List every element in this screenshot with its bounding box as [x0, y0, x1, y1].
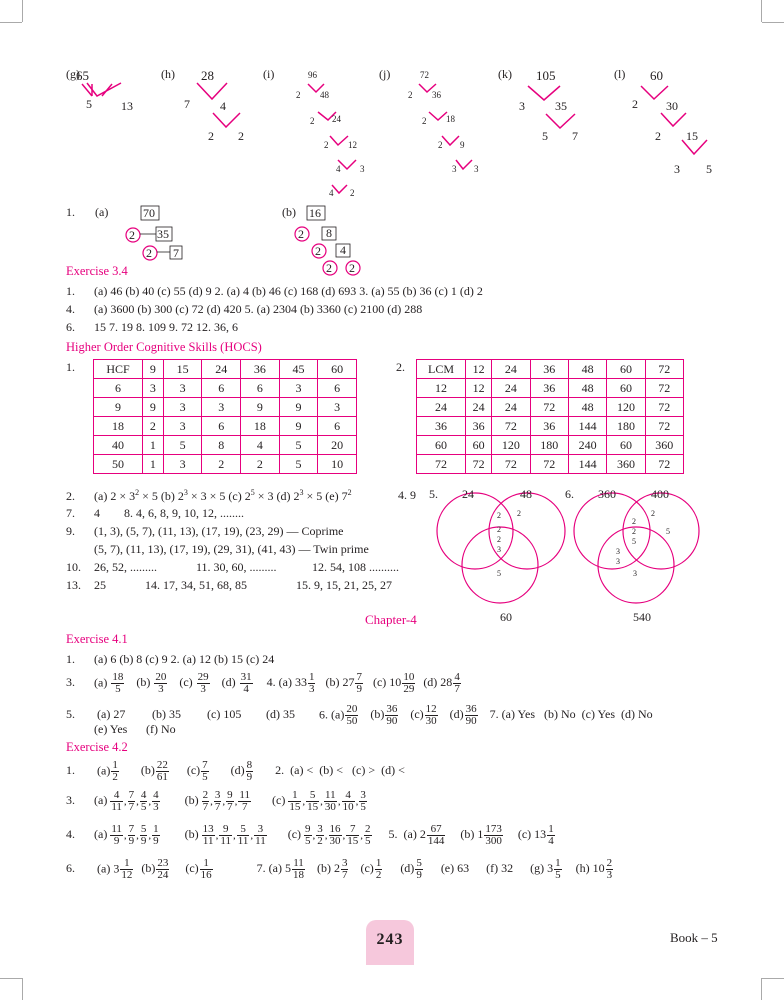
tree-i-b: 48	[320, 90, 329, 100]
tree-h-root: 28	[201, 68, 214, 83]
hcf-cell: 36	[241, 360, 280, 379]
tree-j-b: 36	[432, 90, 441, 100]
tree-l-root: 60	[650, 68, 663, 83]
hocs-q2-num: 2.	[396, 360, 405, 374]
venn6-label: 6.	[565, 487, 574, 501]
tree-k-r1: 35	[555, 99, 567, 113]
q1-b-root: 16	[309, 206, 321, 220]
crop-mark	[22, 978, 23, 1000]
tree-label-h: (h)	[161, 67, 175, 81]
hocs-line-10: 10. 26, 52, .........	[66, 560, 157, 574]
hocs-line-9: 9. (1, 3), (5, 7), (11, 13), (17, 19), (23, 29) — Coprime	[66, 524, 344, 538]
hcf-header-row	[94, 360, 357, 379]
venn6-right: 400	[651, 487, 669, 501]
venn5-in-0: 2	[497, 525, 501, 534]
lcm-cell: 48	[568, 398, 606, 417]
venn6-bottom: 540	[633, 610, 651, 624]
tree-k-l2: 5	[542, 129, 548, 143]
lcm-cell: 72	[492, 455, 530, 474]
lcm-row	[417, 455, 684, 474]
hcf-cell: 3	[202, 398, 241, 417]
tree-j-g: 3	[452, 164, 457, 174]
venn5-in-2: 3	[497, 545, 501, 554]
hcf-cell: 6	[318, 379, 357, 398]
q1-b-label: (b)	[282, 205, 296, 219]
hcf-row	[94, 379, 357, 398]
hcf-cell: 4	[241, 436, 280, 455]
hcf-row	[94, 398, 357, 417]
lcm-cell: 24	[492, 379, 530, 398]
tree-j-c: 2	[422, 116, 427, 126]
hcf-cell: 1	[143, 436, 164, 455]
venn5-top: 2	[497, 511, 501, 520]
lcm-cell: 72	[466, 455, 492, 474]
hcf-cell: 6	[94, 379, 143, 398]
ex42-line-1: 1. (a) $\frac{1}{2}$ (b) $\frac{22}{61}$ (c) $\frac{7}{5}$ (d) $\frac{8}{9}$ 2. (a) < (b) < (c) > (d) <	[66, 759, 405, 783]
lcm-cell: 36	[530, 360, 568, 379]
q1-a-label: (a)	[95, 205, 109, 219]
lcm-cell: 12	[466, 379, 492, 398]
tree-label-k: (k)	[498, 67, 512, 81]
lcm-cell: 24	[417, 398, 466, 417]
tree-h-l2: 2	[208, 129, 214, 143]
hcf-cell: 60	[318, 360, 357, 379]
hcf-cell: 5	[279, 436, 318, 455]
lcm-row	[417, 417, 684, 436]
hcf-cell: 15	[163, 360, 202, 379]
venn6-left: 360	[598, 487, 616, 501]
book-label: Book – 5	[670, 930, 718, 945]
hcf-cell: 8	[202, 436, 241, 455]
ex41-line-5b: (e) Yes (f) No	[94, 722, 176, 736]
exercise-4-2-title: Exercise 4.2	[66, 740, 128, 754]
tree-i-d: 24	[332, 114, 341, 124]
lcm-cell: 72	[530, 455, 568, 474]
hocs-title: Higher Order Cognitive Skills (HOCS)	[66, 340, 262, 354]
hcf-cell: 1	[143, 455, 164, 474]
venn5-in-1: 2	[497, 535, 501, 544]
tree-j-a: 2	[408, 90, 413, 100]
venn6-in-2: 5	[632, 537, 636, 546]
hocs-line-2: 2. (a) $2 \times 3^2 \times 5$ (b) $2^3 \times 3 \times 5$ (c) $2^5 \times 3$ (d) $2^3 \times 5$ (e) $7^2$	[66, 488, 352, 503]
hcf-cell: 6	[318, 417, 357, 436]
tree-label-i: (i)	[263, 67, 275, 81]
hcf-cell: 9	[279, 417, 318, 436]
lcm-cell: 24	[466, 398, 492, 417]
hcf-cell: 9	[94, 398, 143, 417]
lcm-cell: 180	[607, 417, 645, 436]
ex34-line-1: 1. (a) 46 (b) 40 (c) 55 (d) 9 2. (a) 4 (b) 46 (c) 168 (d) 693 3. (a) 55 (b) 36 (c) 1 (d) 2	[66, 284, 483, 298]
hcf-cell: 2	[143, 417, 164, 436]
hcf-cell: 6	[241, 379, 280, 398]
lcm-cell: 36	[466, 417, 492, 436]
q1-a-c1: 2	[129, 228, 135, 242]
tree-k-r2: 7	[572, 129, 578, 143]
tree-k-root: 105	[536, 68, 556, 83]
lcm-cell: 60	[417, 436, 466, 455]
ex41-line-5: 5. (a) 27 (b) 35 (c) 105 (d) 35 6. (a) $\frac{20}{50}$ (b) $\frac{36}{90}$ (c) $\frac{12}{30}$ (d) $\frac{36}{90}$ 7. (a) Yes (b) No (c) Yes (d) No	[66, 703, 653, 727]
ex34-line-2: 4. (a) 3600 (b) 300 (c) 72 (d) 420 5. (a) 2304 (b) 3360 (c) 2100 (d) 288	[66, 302, 423, 316]
lcm-cell: LCM	[417, 360, 466, 379]
q1-b-c3: 2	[326, 261, 332, 275]
hcf-cell: 6	[202, 417, 241, 436]
hcf-cell: 45	[279, 360, 318, 379]
lcm-cell: 72	[417, 455, 466, 474]
q1-b-c2: 2	[315, 244, 321, 258]
tree-l-r3: 5	[706, 162, 712, 176]
hcf-row	[94, 417, 357, 436]
lcm-row	[417, 379, 684, 398]
lcm-cell: 72	[645, 455, 683, 474]
tree-l-r2: 15	[686, 129, 698, 143]
tree-i-e: 2	[324, 140, 329, 150]
hcf-row	[94, 436, 357, 455]
hcf-cell: 3	[163, 417, 202, 436]
hcf-cell: 50	[94, 455, 143, 474]
tree-label-l: (l)	[614, 67, 626, 81]
hcf-row	[94, 455, 357, 474]
tree-j-root: 72	[420, 70, 429, 80]
venn6-bot: 3	[633, 569, 637, 578]
venn6-in-1: 2	[632, 527, 636, 536]
q1-num: 1.	[66, 205, 75, 219]
hcf-cell: 2	[241, 455, 280, 474]
tree-h-l1: 7	[184, 97, 190, 111]
tree-h-r2: 2	[238, 129, 244, 143]
hcf-cell: 18	[94, 417, 143, 436]
lcm-cell: 72	[492, 417, 530, 436]
chapter-title: Chapter-4	[365, 612, 417, 627]
venn6-lr: 2	[651, 509, 655, 518]
hcf-table	[93, 359, 357, 474]
tree-i-i: 4	[329, 188, 334, 198]
tree-l-l2: 2	[655, 129, 661, 143]
crop-mark	[761, 978, 762, 1000]
tree-i-h: 3	[360, 164, 365, 174]
lcm-cell: 60	[607, 360, 645, 379]
lcm-cell: 72	[645, 398, 683, 417]
lcm-header-row	[417, 360, 684, 379]
lcm-cell: 240	[568, 436, 606, 455]
lcm-cell: 36	[530, 379, 568, 398]
tree-l-r1: 30	[666, 99, 678, 113]
hocs-q4: 4. 9	[398, 488, 416, 502]
tree-g-l1: 5	[86, 97, 92, 111]
lcm-cell: 120	[607, 398, 645, 417]
q1-a-b1: 35	[157, 227, 169, 241]
exercise-4-1-title: Exercise 4.1	[66, 632, 128, 646]
tree-i-a: 2	[296, 90, 301, 100]
lcm-cell: 60	[607, 436, 645, 455]
hcf-cell: 9	[241, 398, 280, 417]
ex42-line-3: 3. (a) $\frac{4}{11}$ , $\frac{7}{7}$ , $\frac{4}{5}$ , $\frac{4}{3}$ (b) $\frac{2}{7}$ , $\frac{3}{7}$ , $\frac{9}{7}$ , $\frac{11}{7}$ (c) $\frac{1}{15}$ , $\frac{5}{15}$ , $\frac{11}{30}$ , $\frac{4}{10}$ , $\frac{3}{5}$	[66, 789, 366, 813]
tree-i-c: 2	[310, 116, 315, 126]
venn5-bot: 5	[497, 569, 501, 578]
lcm-cell: 144	[568, 417, 606, 436]
hcf-cell: 9	[143, 360, 164, 379]
q1-b-b2: 4	[340, 243, 346, 257]
q1-a-root: 70	[143, 206, 155, 220]
lcm-cell: 120	[492, 436, 530, 455]
venn6-left-only-1: 3	[616, 557, 620, 566]
page-number: 243	[366, 920, 414, 965]
tree-label-j: (j)	[379, 67, 391, 81]
tree-k-l1: 3	[519, 99, 525, 113]
tree-j-e: 2	[438, 140, 443, 150]
lcm-cell: 24	[492, 360, 530, 379]
hcf-cell: 20	[318, 436, 357, 455]
lcm-cell: 72	[645, 379, 683, 398]
hcf-cell: 3	[143, 379, 164, 398]
lcm-table	[416, 359, 684, 474]
hocs-line-12: 12. 54, 108 ..........	[312, 560, 399, 574]
venn6-in-0: 2	[632, 517, 636, 526]
hcf-cell: 18	[241, 417, 280, 436]
tree-label-g: (g)	[66, 67, 80, 81]
hocs-line-7: 7. 4 8. 4, 6, 8, 9, 10, 12, ........	[66, 506, 244, 520]
ex42-line-6: 6. (a) 3 $\frac{1}{12}$ (b) $\frac{23}{24}$ (c) $\frac{1}{16}$ 7. (a) 5 $\frac{11}{18}$ (b) 2 $\frac{3}{7}$ (c) $\frac{1}{2}$ (d) $\frac{5}{9}$ (e) 63 (f) 32 (g) 3 $\frac{1}{5}$ (h) 10 $\frac{2}{3}$	[66, 857, 613, 881]
hcf-cell: 3	[163, 379, 202, 398]
lcm-row	[417, 398, 684, 417]
tree-i-f: 12	[348, 140, 357, 150]
lcm-cell: 48	[568, 379, 606, 398]
ex34-line-3: 6. 15 7. 19 8. 109 9. 72 12. 36, 6	[66, 320, 238, 334]
exercise-3-4-title: Exercise 3.4	[66, 264, 128, 278]
lcm-cell: 36	[530, 417, 568, 436]
hcf-cell: 9	[143, 398, 164, 417]
hocs-line-11: 11. 30, 60, .........	[196, 560, 277, 574]
lcm-cell: 36	[417, 417, 466, 436]
q1-b-c4: 2	[349, 261, 355, 275]
hcf-cell: 3	[318, 398, 357, 417]
ex41-line-1: 1. (a) 6 (b) 8 (c) 9 2. (a) 12 (b) 15 (c) 24	[66, 652, 275, 666]
tree-j-f: 9	[460, 140, 465, 150]
venn5-right: 48	[520, 487, 532, 501]
lcm-cell: 72	[530, 398, 568, 417]
venn6-left-only-0: 3	[616, 547, 620, 556]
hcf-cell: 3	[279, 379, 318, 398]
tree-i-root: 96	[308, 70, 317, 80]
venn5-lr: 2	[517, 509, 521, 518]
venn-diagrams	[0, 486, 784, 626]
lcm-cell: 60	[466, 436, 492, 455]
tree-j-d: 18	[446, 114, 455, 124]
lcm-cell: 48	[568, 360, 606, 379]
tree-h-r1: 4	[220, 99, 226, 113]
lcm-cell: 12	[417, 379, 466, 398]
q1-b-c1: 2	[298, 227, 304, 241]
venn5-label: 5.	[429, 487, 438, 501]
lcm-cell: 24	[492, 398, 530, 417]
tree-i-j: 2	[350, 188, 355, 198]
ex41-line-3: 3. (a) $\frac{18}{5}$ (b) $\frac{20}{3}$ (c) $\frac{29}{3}$ (d) $\frac{31}{4}$ 4. (a) 33 $\frac{1}{3}$ (b) 27 $\frac{7}{9}$ (c) 10 $\frac{10}{29}$ (d) 28 $\frac{4}{7}$	[66, 671, 460, 695]
hocs-q1-num: 1.	[66, 360, 75, 374]
q1-a-b2: 7	[173, 246, 179, 260]
tree-l-l1: 2	[632, 97, 638, 111]
q1-a-c2: 2	[146, 246, 152, 260]
tree-l-l3: 3	[674, 162, 680, 176]
crop-mark	[0, 978, 22, 979]
tree-i-g: 4	[336, 164, 341, 174]
tree-g-r1: 13	[121, 99, 133, 113]
hcf-cell: 5	[279, 455, 318, 474]
hocs-line-9b: (5, 7), (11, 13), (17, 19), (29, 31), (41, 43) — Twin prime	[94, 542, 369, 556]
lcm-cell: 360	[645, 436, 683, 455]
crop-mark	[762, 978, 784, 979]
hcf-cell: 10	[318, 455, 357, 474]
hcf-cell: 9	[279, 398, 318, 417]
venn6-right-only: 5	[666, 527, 670, 536]
lcm-cell: 60	[607, 379, 645, 398]
tree-j-h: 3	[474, 164, 479, 174]
lcm-row	[417, 436, 684, 455]
tree-g-root: 65	[76, 68, 89, 83]
hcf-cell: 40	[94, 436, 143, 455]
hcf-cell: 5	[163, 436, 202, 455]
hcf-cell: 24	[202, 360, 241, 379]
hcf-cell: HCF	[94, 360, 143, 379]
hcf-cell: 2	[202, 455, 241, 474]
q1-b-b1: 8	[326, 226, 332, 240]
venn5-left: 24	[462, 487, 474, 501]
lcm-cell: 72	[645, 417, 683, 436]
lcm-cell: 12	[466, 360, 492, 379]
lcm-cell: 180	[530, 436, 568, 455]
hcf-cell: 6	[202, 379, 241, 398]
lcm-cell: 360	[607, 455, 645, 474]
hocs-line-14: 14. 17, 34, 51, 68, 85	[145, 578, 247, 592]
hocs-line-13: 13. 25	[66, 578, 106, 592]
hocs-line-15: 15. 9, 15, 21, 25, 27	[296, 578, 392, 592]
ex42-line-4: 4. (a) $\frac{11}{9}$ , $\frac{7}{9}$ , $\frac{5}{9}$ , $\frac{1}{9}$ (b) $\frac{13}{11}$ , $\frac{9}{11}$ , $\frac{5}{11}$ , $\frac{3}{11}$ (c) $\frac{9}{5}$ , $\frac{3}{2}$ , $\frac{16}{30}$ , $\frac{7}{15}$ , $\frac{2}{5}$ 5. (a) 2 $\frac{67}{144}$ (b) 1 $\frac{173}{300}$ (c) 13 $\frac{1}{4}$	[66, 823, 554, 847]
hcf-cell: 3	[163, 455, 202, 474]
hcf-cell: 3	[163, 398, 202, 417]
lcm-cell: 144	[568, 455, 606, 474]
venn5-bottom: 60	[500, 610, 512, 624]
lcm-cell: 72	[645, 360, 683, 379]
